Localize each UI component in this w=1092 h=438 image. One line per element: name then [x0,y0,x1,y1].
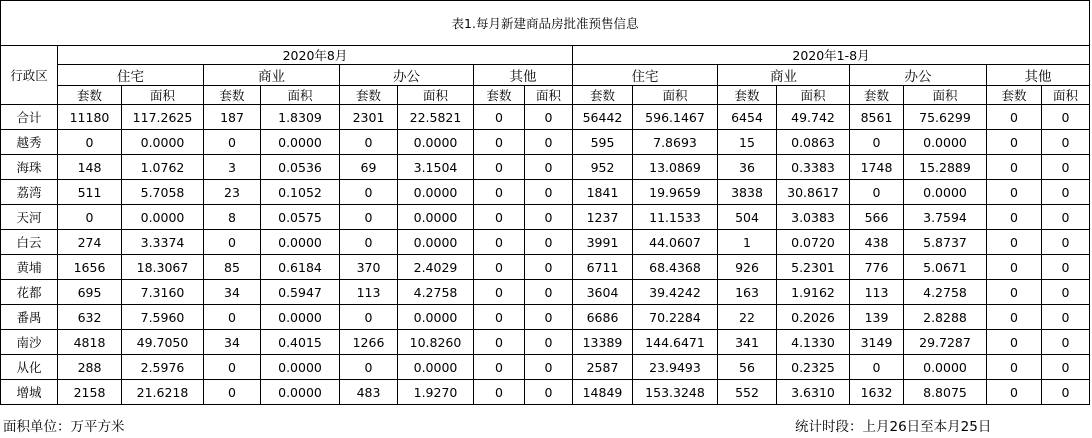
category-header[interactable]: 住宅 [58,65,204,86]
period-header-ytd[interactable]: 2020年1-8月 [573,46,1090,65]
units-subheader[interactable]: 套数 [573,86,633,105]
value-cell[interactable]: 0 [1042,205,1090,230]
value-cell[interactable]: 4818 [58,330,122,355]
value-cell[interactable]: 113 [340,280,398,305]
table-row [1,380,1090,405]
value-cell[interactable]: 1266 [340,330,398,355]
value-cell[interactable]: 0 [987,280,1042,305]
value-cell[interactable]: 0 [1042,305,1090,330]
value-cell[interactable]: 0 [525,205,573,230]
value-cell[interactable]: 36 [718,155,777,180]
value-cell[interactable]: 18.3067 [122,255,204,280]
value-cell[interactable]: 0 [474,105,525,130]
value-cell[interactable]: 69 [340,155,398,180]
value-cell[interactable]: 0 [987,330,1042,355]
value-cell[interactable]: 0 [58,205,122,230]
value-cell[interactable]: 0.3383 [777,155,850,180]
value-cell[interactable]: 926 [718,255,777,280]
value-cell[interactable]: 4.2758 [398,280,474,305]
value-cell[interactable]: 0 [1042,380,1090,405]
value-cell[interactable]: 148 [58,155,122,180]
units-subheader[interactable]: 套数 [718,86,777,105]
value-cell[interactable]: 0 [1042,330,1090,355]
value-cell[interactable]: 0.6184 [261,255,340,280]
value-cell[interactable]: 5.0671 [904,255,987,280]
value-cell[interactable]: 0.0000 [398,180,474,205]
period-header-month[interactable]: 2020年8月 [58,46,573,65]
table-row [1,180,1090,205]
value-cell[interactable]: 56442 [573,105,633,130]
category-header[interactable]: 住宅 [573,65,718,86]
value-cell[interactable]: 0.0000 [904,180,987,205]
value-cell[interactable]: 0 [987,180,1042,205]
region-header[interactable]: 行政区 [1,46,58,105]
value-cell[interactable]: 5.2301 [777,255,850,280]
value-cell[interactable]: 4.1330 [777,330,850,355]
value-cell[interactable]: 163 [718,280,777,305]
value-cell[interactable]: 370 [340,255,398,280]
value-cell[interactable]: 0.0575 [261,205,340,230]
footer [0,414,1092,436]
value-cell[interactable]: 19.9659 [633,180,718,205]
table-row [1,330,1090,355]
area-subheader[interactable]: 面积 [261,86,340,105]
value-cell[interactable]: 1 [718,230,777,255]
value-cell[interactable]: 0 [474,155,525,180]
value-cell[interactable]: 1.0762 [122,155,204,180]
table-row [1,230,1090,255]
value-cell[interactable]: 13.0869 [633,155,718,180]
value-cell[interactable]: 0 [340,355,398,380]
table-row [1,155,1090,180]
value-cell[interactable]: 8561 [850,105,904,130]
value-cell[interactable]: 0.0000 [261,130,340,155]
value-cell[interactable]: 2.8288 [904,305,987,330]
statistics-period-note[interactable]: 统计时段：上月26日至本月25日 [795,419,992,435]
value-cell[interactable]: 3.6310 [777,380,850,405]
value-cell[interactable]: 483 [340,380,398,405]
value-cell[interactable]: 3.1504 [398,155,474,180]
value-cell[interactable]: 0.0000 [904,130,987,155]
area-subheader[interactable]: 面积 [525,86,573,105]
value-cell[interactable]: 113 [850,280,904,305]
value-cell[interactable]: 0 [850,355,904,380]
units-subheader[interactable]: 套数 [987,86,1042,105]
value-cell[interactable]: 0.0000 [398,355,474,380]
value-cell[interactable]: 15 [718,130,777,155]
table-row [1,205,1090,230]
value-cell[interactable]: 0 [340,305,398,330]
value-cell[interactable]: 3.3374 [122,230,204,255]
value-cell[interactable]: 75.6299 [904,105,987,130]
area-subheader[interactable]: 面积 [398,86,474,105]
value-cell[interactable]: 1656 [58,255,122,280]
value-cell[interactable]: 0.0000 [122,205,204,230]
category-header[interactable]: 其他 [987,65,1090,86]
value-cell[interactable]: 1841 [573,180,633,205]
value-cell[interactable]: 49.7050 [122,330,204,355]
region-cell[interactable]: 越秀 [1,130,58,155]
value-cell[interactable]: 0.0000 [398,305,474,330]
value-cell[interactable]: 695 [58,280,122,305]
value-cell[interactable]: 3991 [573,230,633,255]
value-cell[interactable]: 7.5960 [122,305,204,330]
value-cell[interactable]: 3604 [573,280,633,305]
value-cell[interactable]: 0 [474,130,525,155]
value-cell[interactable]: 566 [850,205,904,230]
value-cell[interactable]: 288 [58,355,122,380]
area-unit-note[interactable]: 面积单位：万平方米 [3,419,125,435]
value-cell[interactable]: 0 [525,230,573,255]
region-cell[interactable]: 黄埔 [1,255,58,280]
value-cell[interactable]: 3 [204,155,261,180]
value-cell[interactable]: 504 [718,205,777,230]
table-row [1,355,1090,380]
value-cell[interactable]: 0 [474,380,525,405]
value-cell[interactable]: 0 [525,155,573,180]
value-cell[interactable]: 0 [987,380,1042,405]
value-cell[interactable]: 0.0000 [261,230,340,255]
region-cell[interactable]: 荔湾 [1,180,58,205]
region-cell[interactable]: 天河 [1,205,58,230]
value-cell[interactable]: 2158 [58,380,122,405]
value-cell[interactable]: 0.2026 [777,305,850,330]
value-cell[interactable]: 117.2625 [122,105,204,130]
value-cell[interactable]: 0 [525,280,573,305]
area-subheader[interactable]: 面积 [904,86,987,105]
value-cell[interactable]: 23.9493 [633,355,718,380]
value-cell[interactable]: 7.8693 [633,130,718,155]
value-cell[interactable]: 1632 [850,380,904,405]
value-cell[interactable]: 341 [718,330,777,355]
region-cell[interactable]: 增城 [1,380,58,405]
value-cell[interactable]: 0 [474,305,525,330]
table-row [1,105,1090,130]
value-cell[interactable]: 2587 [573,355,633,380]
value-cell[interactable]: 0 [204,230,261,255]
value-cell[interactable]: 552 [718,380,777,405]
value-cell[interactable]: 14849 [573,380,633,405]
value-cell[interactable]: 144.6471 [633,330,718,355]
value-cell[interactable]: 21.6218 [122,380,204,405]
units-subheader[interactable]: 套数 [58,86,122,105]
region-cell[interactable]: 番禺 [1,305,58,330]
value-cell[interactable]: 0 [474,255,525,280]
value-cell[interactable]: 3.0383 [777,205,850,230]
area-subheader[interactable]: 面积 [1042,86,1090,105]
value-cell[interactable]: 3149 [850,330,904,355]
value-cell[interactable]: 0 [1042,230,1090,255]
value-cell[interactable]: 68.4368 [633,255,718,280]
value-cell[interactable]: 0 [340,180,398,205]
value-cell[interactable]: 8.8075 [904,380,987,405]
value-cell[interactable]: 10.8260 [398,330,474,355]
units-subheader[interactable]: 套数 [340,86,398,105]
value-cell[interactable]: 0 [987,155,1042,180]
value-cell[interactable]: 511 [58,180,122,205]
value-cell[interactable]: 70.2284 [633,305,718,330]
value-cell[interactable]: 0 [987,230,1042,255]
value-cell[interactable]: 0.0863 [777,130,850,155]
value-cell[interactable]: 0.0000 [398,205,474,230]
value-cell[interactable]: 39.4242 [633,280,718,305]
value-cell[interactable]: 0.0536 [261,155,340,180]
value-cell[interactable]: 22 [718,305,777,330]
value-cell[interactable]: 0.1052 [261,180,340,205]
value-cell[interactable]: 0 [474,180,525,205]
category-header[interactable]: 办公 [340,65,474,86]
value-cell[interactable]: 153.3248 [633,380,718,405]
value-cell[interactable]: 0.0000 [261,305,340,330]
value-cell[interactable]: 776 [850,255,904,280]
value-cell[interactable]: 595 [573,130,633,155]
value-cell[interactable]: 23 [204,180,261,205]
value-cell[interactable]: 0 [525,255,573,280]
value-cell[interactable]: 0 [1042,130,1090,155]
value-cell[interactable]: 2.5976 [122,355,204,380]
value-cell[interactable]: 0 [525,105,573,130]
value-cell[interactable]: 0.4015 [261,330,340,355]
value-cell[interactable]: 0 [474,205,525,230]
value-cell[interactable]: 0 [525,180,573,205]
region-cell[interactable]: 合计 [1,105,58,130]
value-cell[interactable]: 0 [340,205,398,230]
value-cell[interactable]: 2301 [340,105,398,130]
value-cell[interactable]: 34 [204,280,261,305]
table-row [1,305,1090,330]
value-cell[interactable]: 0 [850,130,904,155]
value-cell[interactable]: 7.3160 [122,280,204,305]
value-cell[interactable]: 0 [204,130,261,155]
value-cell[interactable]: 1748 [850,155,904,180]
category-header[interactable]: 办公 [850,65,987,86]
value-cell[interactable]: 8 [204,205,261,230]
value-cell[interactable]: 3.7594 [904,205,987,230]
value-cell[interactable]: 13389 [573,330,633,355]
value-cell[interactable]: 85 [204,255,261,280]
value-cell[interactable]: 0 [987,105,1042,130]
value-cell[interactable]: 0 [58,130,122,155]
value-cell[interactable]: 0 [340,230,398,255]
value-cell[interactable]: 0 [1042,105,1090,130]
value-cell[interactable]: 0 [525,305,573,330]
area-subheader[interactable]: 面积 [122,86,204,105]
value-cell[interactable]: 952 [573,155,633,180]
value-cell[interactable]: 0 [204,380,261,405]
value-cell[interactable]: 0 [340,130,398,155]
value-cell[interactable]: 0 [987,205,1042,230]
area-subheader[interactable]: 面积 [777,86,850,105]
region-cell[interactable]: 从化 [1,355,58,380]
value-cell[interactable]: 187 [204,105,261,130]
value-cell[interactable]: 0 [850,180,904,205]
value-cell[interactable]: 0 [474,230,525,255]
value-cell[interactable]: 0 [474,330,525,355]
value-cell[interactable]: 1.9270 [398,380,474,405]
value-cell[interactable]: 4.2758 [904,280,987,305]
value-cell[interactable]: 0 [525,330,573,355]
value-cell[interactable]: 438 [850,230,904,255]
value-cell[interactable]: 11.1533 [633,205,718,230]
category-header[interactable]: 商业 [718,65,850,86]
value-cell[interactable]: 0 [1042,255,1090,280]
value-cell[interactable]: 0.0000 [398,130,474,155]
value-cell[interactable]: 0.0000 [261,380,340,405]
value-cell[interactable]: 0 [525,355,573,380]
value-cell[interactable]: 34 [204,330,261,355]
value-cell[interactable]: 5.7058 [122,180,204,205]
value-cell[interactable]: 11180 [58,105,122,130]
value-cell[interactable]: 0.0000 [122,130,204,155]
value-cell[interactable]: 1.8309 [261,105,340,130]
value-cell[interactable]: 1.9162 [777,280,850,305]
value-cell[interactable]: 0 [1042,180,1090,205]
category-header[interactable]: 其他 [474,65,573,86]
value-cell[interactable]: 0.0000 [904,355,987,380]
value-cell[interactable]: 6454 [718,105,777,130]
value-cell[interactable]: 0 [474,280,525,305]
value-cell[interactable]: 56 [718,355,777,380]
value-cell[interactable]: 6686 [573,305,633,330]
region-cell[interactable]: 花都 [1,280,58,305]
value-cell[interactable]: 22.5821 [398,105,474,130]
category-header[interactable]: 商业 [204,65,340,86]
value-cell[interactable]: 2.4029 [398,255,474,280]
value-cell[interactable]: 0.0000 [398,230,474,255]
value-cell[interactable]: 44.0607 [633,230,718,255]
units-subheader[interactable]: 套数 [204,86,261,105]
value-cell[interactable]: 1237 [573,205,633,230]
table-row [1,130,1090,155]
value-cell[interactable]: 0.0720 [777,230,850,255]
value-cell[interactable]: 49.742 [777,105,850,130]
value-cell[interactable]: 30.8617 [777,180,850,205]
value-cell[interactable]: 15.2889 [904,155,987,180]
value-cell[interactable]: 139 [850,305,904,330]
value-cell[interactable]: 632 [58,305,122,330]
region-cell[interactable]: 南沙 [1,330,58,355]
value-cell[interactable]: 0 [525,380,573,405]
value-cell[interactable]: 29.7287 [904,330,987,355]
value-cell[interactable]: 0 [1042,280,1090,305]
area-subheader[interactable]: 面积 [633,86,718,105]
value-cell[interactable]: 5.8737 [904,230,987,255]
value-cell[interactable]: 596.1467 [633,105,718,130]
value-cell[interactable]: 0 [987,305,1042,330]
value-cell[interactable]: 0.5947 [261,280,340,305]
table-title[interactable]: 表1.每月新建商品房批准预售信息 [1,1,1090,46]
value-cell[interactable]: 0 [987,355,1042,380]
region-cell[interactable]: 海珠 [1,155,58,180]
value-cell[interactable]: 274 [58,230,122,255]
units-subheader[interactable]: 套数 [850,86,904,105]
value-cell[interactable]: 0 [204,355,261,380]
value-cell[interactable]: 3838 [718,180,777,205]
value-cell[interactable]: 0 [474,355,525,380]
value-cell[interactable]: 0 [525,130,573,155]
table-row [1,255,1090,280]
value-cell[interactable]: 6711 [573,255,633,280]
value-cell[interactable]: 0.2325 [777,355,850,380]
value-cell[interactable]: 0 [987,130,1042,155]
value-cell[interactable]: 0 [1042,355,1090,380]
value-cell[interactable]: 0 [204,305,261,330]
table-row [1,280,1090,305]
value-cell[interactable]: 0 [1042,155,1090,180]
units-subheader[interactable]: 套数 [474,86,525,105]
region-cell[interactable]: 白云 [1,230,58,255]
value-cell[interactable]: 0 [987,255,1042,280]
value-cell[interactable]: 0.0000 [261,355,340,380]
